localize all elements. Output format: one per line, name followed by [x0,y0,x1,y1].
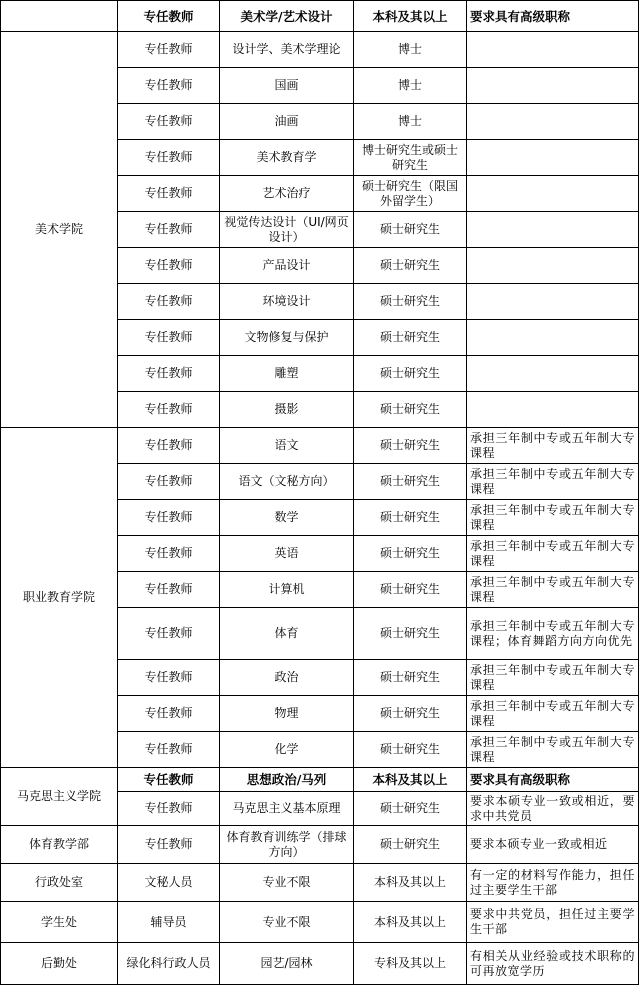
note-cell: 承担三年制中专或五年制大专课程 [467,660,639,696]
major-cell: 物理 [220,696,354,732]
major-cell: 产品设计 [220,248,354,284]
major-cell: 设计学、美术学理论 [220,32,354,68]
education-cell: 硕士研究生 [354,572,467,608]
education-cell: 硕士研究生 [354,696,467,732]
education-cell: 硕士研究生 [354,356,467,392]
header-major: 美术学/艺术设计 [220,1,354,32]
table-body [1,1,639,985]
education-cell: 硕士研究生 [354,320,467,356]
position-cell: 绿化科行政人员 [118,943,220,985]
major-cell: 马克思主义基本原理 [220,792,354,826]
major-cell: 英语 [220,536,354,572]
department-name: 行政处室 [1,864,118,902]
subheader-note: 要求具有高级职称 [467,768,639,792]
major-cell: 油画 [220,104,354,140]
position-cell: 专任教师 [118,284,220,320]
position-cell: 专任教师 [118,500,220,536]
note-cell [467,248,639,284]
position-cell: 专任教师 [118,536,220,572]
education-cell: 硕士研究生（限国外留学生） [354,176,467,212]
position-cell: 专任教师 [118,660,220,696]
table-header-row [1,1,639,32]
note-cell [467,32,639,68]
note-cell [467,212,639,248]
major-cell: 美术教育学 [220,140,354,176]
major-cell: 语文 [220,428,354,464]
note-cell: 承担三年制中专或五年制大专课程 [467,536,639,572]
department-name: 学生处 [1,902,118,943]
education-cell: 博士 [354,68,467,104]
position-cell: 专任教师 [118,428,220,464]
major-cell: 园艺/园林 [220,943,354,985]
education-cell: 硕士研究生 [354,248,467,284]
position-cell: 专任教师 [118,464,220,500]
major-cell: 计算机 [220,572,354,608]
major-cell: 化学 [220,732,354,768]
note-cell [467,176,639,212]
note-cell: 承担三年制中专或五年制大专课程 [467,572,639,608]
table-row [1,864,639,902]
major-cell: 摄影 [220,392,354,428]
note-cell: 承担三年制中专或五年制大专课程 [467,732,639,768]
position-cell: 专任教师 [118,392,220,428]
education-cell: 硕士研究生 [354,536,467,572]
position-cell: 专任教师 [118,356,220,392]
department-name: 美术学院 [1,32,118,428]
header-position: 专任教师 [118,1,220,32]
note-cell [467,320,639,356]
position-cell: 专任教师 [118,572,220,608]
education-cell: 硕士研究生 [354,500,467,536]
note-cell [467,284,639,320]
table-row [1,826,639,864]
major-cell: 专业不限 [220,902,354,943]
position-cell: 专任教师 [118,248,220,284]
major-cell: 国画 [220,68,354,104]
major-cell: 体育 [220,608,354,660]
table-row [1,943,639,985]
education-cell: 博士 [354,32,467,68]
major-cell: 专业不限 [220,864,354,902]
subheader-education: 本科及其以上 [354,768,467,792]
position-cell: 文秘人员 [118,864,220,902]
note-cell: 要求本硕专业一致或相近，要求中共党员 [467,792,639,826]
position-cell: 专任教师 [118,104,220,140]
department-name: 体育教学部 [1,826,118,864]
note-cell: 承担三年制中专或五年制大专课程 [467,696,639,732]
education-cell: 硕士研究生 [354,732,467,768]
major-cell: 艺术治疗 [220,176,354,212]
education-cell: 硕士研究生 [354,392,467,428]
education-cell: 硕士研究生 [354,792,467,826]
education-cell: 硕士研究生 [354,826,467,864]
header-note: 要求具有高级职称 [467,1,639,32]
note-cell [467,356,639,392]
subheader-position: 专任教师 [118,768,220,792]
education-cell: 硕士研究生 [354,464,467,500]
position-cell: 专任教师 [118,792,220,826]
position-cell: 专任教师 [118,696,220,732]
note-cell [467,68,639,104]
position-cell: 辅导员 [118,902,220,943]
major-cell: 数学 [220,500,354,536]
major-cell: 雕塑 [220,356,354,392]
education-cell: 博士研究生或硕士研究生 [354,140,467,176]
position-cell: 专任教师 [118,320,220,356]
education-cell: 博士 [354,104,467,140]
note-cell: 承担三年制中专或五年制大专课程 [467,428,639,464]
note-cell: 承担三年制中专或五年制大专课程 [467,464,639,500]
note-cell: 有相关从业经验或技术职称的可再放宽学历 [467,943,639,985]
note-cell: 承担三年制中专或五年制大专课程；体育舞蹈方向方向优先 [467,608,639,660]
note-cell [467,392,639,428]
education-cell: 硕士研究生 [354,660,467,696]
position-cell: 专任教师 [118,140,220,176]
department-name: 后勤处 [1,943,118,985]
education-cell: 本科及其以上 [354,864,467,902]
subheader-major: 思想政治/马列 [220,768,354,792]
education-cell: 硕士研究生 [354,284,467,320]
major-cell: 语文（文秘方向） [220,464,354,500]
note-cell: 要求中共党员，担任过主要学生干部 [467,902,639,943]
position-cell: 专任教师 [118,732,220,768]
major-cell: 视觉传达设计（UI/网页设计） [220,212,354,248]
table-row [1,902,639,943]
note-cell [467,140,639,176]
major-cell: 文物修复与保护 [220,320,354,356]
education-cell: 本科及其以上 [354,902,467,943]
position-cell: 专任教师 [118,608,220,660]
education-cell: 专科及其以上 [354,943,467,985]
note-cell: 有一定的材料写作能力，担任过主要学生干部 [467,864,639,902]
major-cell: 体育教育训练学（排球方向） [220,826,354,864]
major-cell: 政治 [220,660,354,696]
note-cell: 承担三年制中专或五年制大专课程 [467,500,639,536]
department-name: 职业教育学院 [1,428,118,768]
position-cell: 专任教师 [118,212,220,248]
position-cell: 专任教师 [118,176,220,212]
note-cell [467,104,639,140]
note-cell: 要求本硕专业一致或相近 [467,826,639,864]
table-row [1,32,639,68]
position-cell: 专任教师 [118,826,220,864]
education-cell: 硕士研究生 [354,608,467,660]
position-cell: 专任教师 [118,68,220,104]
department-name: 马克思主义学院 [1,768,118,826]
section-subheader-row [1,768,639,792]
education-cell: 硕士研究生 [354,212,467,248]
position-cell: 专任教师 [118,32,220,68]
education-cell: 硕士研究生 [354,428,467,464]
major-cell: 环境设计 [220,284,354,320]
header-dept-cell [1,1,118,32]
header-education: 本科及其以上 [354,1,467,32]
table-row [1,428,639,464]
